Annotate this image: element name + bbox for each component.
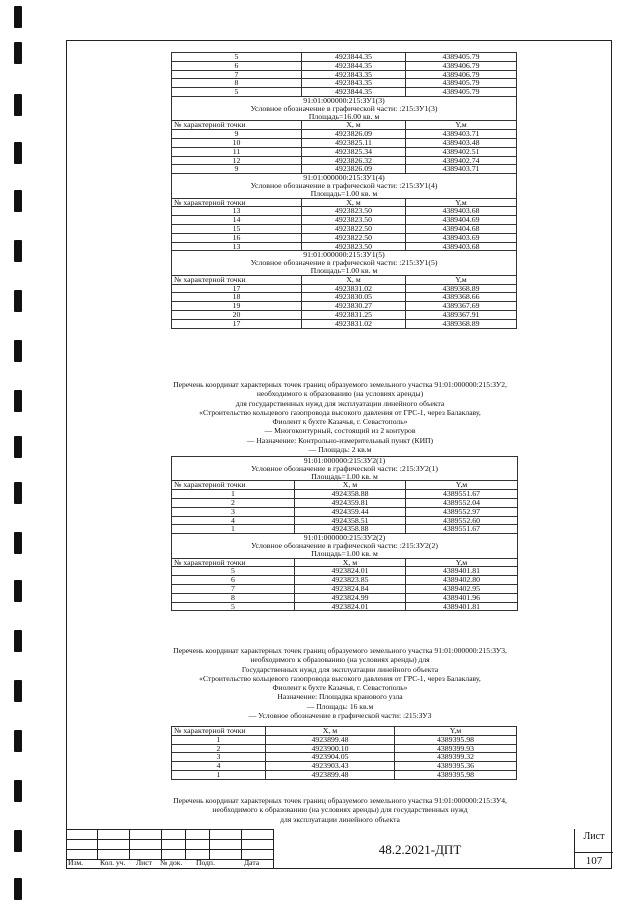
table-row-cell: 4 <box>172 762 266 771</box>
table-row <box>172 762 517 771</box>
binder-mark <box>14 340 22 362</box>
table-row-cell: 4389395.98 <box>395 735 517 744</box>
paragraph-line: для эксплуатации линейного объекта <box>280 814 400 824</box>
table-row <box>172 753 517 762</box>
table-row-cell: 4923831.02 <box>302 319 406 328</box>
stamp-label: Кол. уч. <box>100 858 126 867</box>
table-row-cell: 14 <box>172 216 302 225</box>
table-row-cell: 4389403.69 <box>406 233 517 242</box>
table-row <box>172 567 518 576</box>
table-row-cell: 4389552.04 <box>406 498 518 507</box>
binder-mark <box>14 482 22 504</box>
table-row-cell: 4389406.79 <box>406 61 517 70</box>
stamp-cell <box>98 829 130 839</box>
binder-holes <box>14 0 22 905</box>
designation-line <box>172 542 518 550</box>
binder-mark <box>14 730 22 752</box>
designation-line-text: Условное обозначение в графической части: :215:ЗУ1(4) <box>172 182 517 190</box>
paragraph-line: — Назначение: Контрольно-измерительный пункт (КИП) <box>246 435 434 445</box>
cadastral-number <box>172 96 517 104</box>
designation-line <box>172 105 517 113</box>
table-row-cell: 4923822.50 <box>302 224 406 233</box>
binder-mark <box>14 680 22 702</box>
table-row <box>172 216 517 225</box>
stamp-cell <box>130 839 162 849</box>
table-header <box>172 198 517 207</box>
table-row-cell: 4389395.98 <box>395 770 517 779</box>
table-row-cell: 4923899.48 <box>266 735 395 744</box>
table-row-cell: 4389368.89 <box>406 319 517 328</box>
table-row-cell: 4389551.67 <box>406 490 518 499</box>
table-row-cell: 4923825.11 <box>302 138 406 147</box>
table-row-cell: 5 <box>172 567 295 576</box>
area-line-text: Площадь=1.00 кв. м <box>172 267 517 275</box>
cadastral-number-text: 91:01:000000:215:ЗУ2(1) <box>172 457 518 465</box>
table-row-cell: 17 <box>172 319 302 328</box>
area-line-text: Площадь=1.00 кв. м <box>172 190 517 198</box>
table-row-cell: 4924358.88 <box>295 525 406 534</box>
table-header-cell: Y,м <box>406 558 518 567</box>
binder-mark <box>14 532 22 554</box>
paragraph-line: Фиолент к бухте Казачья, г. Севастополь» <box>272 683 408 692</box>
table-row-cell: 4923900.10 <box>266 744 395 753</box>
paragraph-line: Перечень координат характерных точек границ образуемого земельного участка 91:01:000000:215:ЗУ2, <box>173 380 507 389</box>
table-row-cell: 4389401.81 <box>406 567 518 576</box>
table-row-cell: 9 <box>172 165 302 174</box>
table-row-cell: 4389405.79 <box>406 53 517 62</box>
table-header-cell: № характерной точки <box>172 481 295 490</box>
table-header-cell: X, м <box>295 558 406 567</box>
table-row-cell: 4389405.79 <box>406 79 517 88</box>
table-row-cell: 4923844.35 <box>302 53 406 62</box>
paragraph-line: — Условное обозначение в графической части: :215:ЗУ3 <box>248 710 432 720</box>
table-row <box>172 602 518 611</box>
table-row-cell: 4389403.71 <box>406 165 517 174</box>
table-row-cell: 4389406.79 <box>406 70 517 79</box>
paragraph-line: «Строительство кольцевого газопровода высокого давления от ГРС-1, через Балаклаву, <box>199 673 481 683</box>
paragraph-line: — Площадь: 2 кв.м <box>308 444 372 454</box>
stamp-label: Подп. <box>196 858 215 867</box>
paragraph-zu4 <box>70 796 610 824</box>
table-row-cell: 4923830.05 <box>302 293 406 302</box>
stamp-cell <box>98 839 130 849</box>
table-row-cell: 4924358.51 <box>295 516 406 525</box>
table-row-cell: 4923844.35 <box>302 88 406 97</box>
table-row-cell: 4389552.97 <box>406 507 518 516</box>
table-row <box>172 79 517 88</box>
binder-mark <box>14 780 22 802</box>
table-row-cell: 4923826.32 <box>302 156 406 165</box>
table-header-cell: № характерной точки <box>172 121 302 130</box>
table-row-cell: 4923831.25 <box>302 310 406 319</box>
stamp-label: Дата <box>244 858 260 867</box>
table-row-cell: 4389404.69 <box>406 216 517 225</box>
table-row-cell: 4923823.85 <box>295 576 406 585</box>
paragraph-line: Фиолент к бухте Казачья, г. Севастополь» <box>272 417 408 426</box>
designation-line-text: Условное обозначение в графической части: :215:ЗУ1(5) <box>172 259 517 267</box>
table-row-cell: 4923824.84 <box>295 584 406 593</box>
table-row-cell: 4389403.68 <box>406 207 517 216</box>
table-row-cell: 4923823.50 <box>302 216 406 225</box>
table-row-cell: 5 <box>172 602 295 611</box>
table-header-cell: X, м <box>302 275 406 284</box>
table-row-cell: 3 <box>172 753 266 762</box>
table-row <box>172 147 517 156</box>
stamp-cell <box>162 839 186 849</box>
table-row-cell: 9 <box>172 130 302 139</box>
table-row-cell: 4389552.60 <box>406 516 518 525</box>
sheet-label: Лист <box>583 831 605 842</box>
table-row <box>172 130 517 139</box>
table-row-cell: 4923823.50 <box>302 207 406 216</box>
paragraph-line: Государственных нужд для эксплуатации линейного объекта <box>241 664 439 674</box>
table-header-cell: X, м <box>295 481 406 490</box>
table-row-cell: 6 <box>172 576 295 585</box>
table-header <box>172 275 517 284</box>
table-row-cell: 4389402.74 <box>406 156 517 165</box>
table-row <box>172 70 517 79</box>
table-row-cell: 17 <box>172 284 302 293</box>
table-header-cell: X, м <box>266 727 395 736</box>
table-row <box>172 744 517 753</box>
table-row-cell: 5 <box>172 53 302 62</box>
paragraph-line: Перечень координат характерных точек границ образуемого земельного участка 91:01:000000:215:ЗУ3, <box>173 646 507 655</box>
table-row-cell: 3 <box>172 507 295 516</box>
table-row <box>172 593 518 602</box>
stamp-cell <box>66 829 98 839</box>
table-row <box>172 165 517 174</box>
stamp-cell <box>186 839 210 849</box>
area-line <box>172 267 517 275</box>
coords-table-zu1 <box>171 52 517 329</box>
binder-mark <box>14 436 22 458</box>
table-row <box>172 242 517 251</box>
table-header-cell: № характерной точки <box>172 727 266 736</box>
table-row-cell: 4923903.43 <box>266 762 395 771</box>
table-row <box>172 207 517 216</box>
table-row-cell: 4923843.35 <box>302 79 406 88</box>
table-row-cell: 13 <box>172 207 302 216</box>
table-row-cell: 1 <box>172 525 295 534</box>
binder-mark <box>14 6 22 28</box>
table-row-cell: 1 <box>172 770 266 779</box>
table-row-cell: 4389367.91 <box>406 310 517 319</box>
table-row <box>172 576 518 585</box>
table-row-cell: 4389551.67 <box>406 525 518 534</box>
table-row-cell: 4389402.95 <box>406 584 518 593</box>
table-row <box>172 88 517 97</box>
sheet-number: 107 <box>575 852 613 867</box>
table-row <box>172 498 518 507</box>
binder-mark <box>14 290 22 312</box>
table-row <box>172 525 518 534</box>
designation-line-text: Условное обозначение в графической части: :215:ЗУ2(2) <box>172 542 518 550</box>
table-row <box>172 507 518 516</box>
stamp-cell <box>242 839 274 849</box>
cadastral-number-text: 91:01:000000:215:ЗУ1(5) <box>172 251 517 259</box>
table-row-cell: 4923824.99 <box>295 593 406 602</box>
table-row <box>172 319 517 328</box>
table-row-cell: 8 <box>172 79 302 88</box>
binder-mark <box>14 390 22 412</box>
table-header-cell: Y,м <box>406 198 517 207</box>
table-row <box>172 53 517 62</box>
table-row-cell: 4389405.79 <box>406 88 517 97</box>
table-header <box>172 481 518 490</box>
table-row-cell: 4924359.44 <box>295 507 406 516</box>
table-row-cell: 19 <box>172 302 302 311</box>
cadastral-number <box>172 457 518 465</box>
stamp-cell <box>186 829 210 839</box>
table-row-cell: 4389403.71 <box>406 130 517 139</box>
paragraph-line: — Многоконтурный, состоящий из 2 контуров <box>264 426 416 436</box>
coords-table-zu3 <box>171 726 517 780</box>
cadastral-number-text: 91:01:000000:215:ЗУ1(4) <box>172 174 517 182</box>
table-row-cell: 4389367.69 <box>406 302 517 311</box>
stamp-cell <box>210 829 242 839</box>
table-header-cell: № характерной точки <box>172 275 302 284</box>
table-row-cell: 4923826.09 <box>302 130 406 139</box>
table-row <box>172 138 517 147</box>
table-row <box>172 735 517 744</box>
area-line-text: Площадь=1.00 кв. м <box>172 473 518 481</box>
table-row-cell: 4389395.36 <box>395 762 517 771</box>
table-row-cell: 4923824.01 <box>295 602 406 611</box>
table-row <box>172 584 518 593</box>
table-row-cell: 4924359.81 <box>295 498 406 507</box>
table-row-cell: 5 <box>172 88 302 97</box>
designation-line-text: Условное обозначение в графической части: :215:ЗУ1(3) <box>172 105 517 113</box>
table-row <box>172 233 517 242</box>
paragraph-zu3 <box>70 646 610 720</box>
paragraph-line: необходимого к образованию (на условиях аренды) для государственных нужд <box>212 805 468 815</box>
designation-line <box>172 465 518 473</box>
table-row <box>172 156 517 165</box>
stamp-label: Лист <box>136 858 152 867</box>
table-row-cell: 4389368.66 <box>406 293 517 302</box>
paragraph-line: необходимого к образованию (на условиях аренды) <box>256 389 424 399</box>
coords-table-zu2 <box>171 456 518 611</box>
table-row-cell: 4389368.89 <box>406 284 517 293</box>
table-row-cell: 13 <box>172 242 302 251</box>
stamp-cell <box>66 859 274 869</box>
table-row-cell: 16 <box>172 233 302 242</box>
sheet-box <box>574 829 613 869</box>
binder-mark <box>14 630 22 652</box>
paragraph-zu2 <box>70 380 610 454</box>
designation-line <box>172 259 517 267</box>
table-header-cell: № характерной точки <box>172 558 295 567</box>
area-line-text: Площадь=1.00 кв. м <box>172 550 518 558</box>
table-row-cell: 4923899.48 <box>266 770 395 779</box>
table-row-cell: 4923830.27 <box>302 302 406 311</box>
table-header <box>172 121 517 130</box>
table-row <box>172 310 517 319</box>
stamp-cell <box>66 839 98 849</box>
table-row-cell: 12 <box>172 156 302 165</box>
stamp-cell <box>210 839 242 849</box>
table-row-cell: 8 <box>172 593 295 602</box>
table-row <box>172 61 517 70</box>
cadastral-number-text: 91:01:000000:215:ЗУ2(2) <box>172 534 518 542</box>
designation-line <box>172 182 517 190</box>
table-row-cell: 4389399.93 <box>395 744 517 753</box>
binder-mark <box>14 142 22 164</box>
paragraph-line: «Строительство кольцевого газопровода высокого давления от ГРС-1, через Балаклаву, <box>199 407 481 417</box>
stamp-label: № док. <box>160 858 183 867</box>
table-row-cell: 15 <box>172 224 302 233</box>
table-row-cell: 2 <box>172 498 295 507</box>
table-row-cell: 4923824.01 <box>295 567 406 576</box>
table-row-cell: 7 <box>172 584 295 593</box>
table-header <box>172 558 518 567</box>
paragraph-line: для государственных нужд для эксплуатации линейного объекта <box>235 398 445 408</box>
table-row-cell: 11 <box>172 147 302 156</box>
table-row-cell: 7 <box>172 70 302 79</box>
table-row-cell: 4923825.34 <box>302 147 406 156</box>
table-row <box>172 770 517 779</box>
table-row-cell: 10 <box>172 138 302 147</box>
cadastral-number <box>172 174 517 182</box>
table-row-cell: 20 <box>172 310 302 319</box>
table-row <box>172 224 517 233</box>
table-row-cell: 4923823.50 <box>302 242 406 251</box>
table-row <box>172 490 518 499</box>
table-row-cell: 4924358.88 <box>295 490 406 499</box>
cadastral-number <box>172 534 518 542</box>
table-row-cell: 4923826.09 <box>302 165 406 174</box>
area-line <box>172 113 517 121</box>
table-header <box>172 727 517 736</box>
table-row-cell: 4389404.68 <box>406 224 517 233</box>
table-row-cell: 4389402.80 <box>406 576 518 585</box>
table-row-cell: 18 <box>172 293 302 302</box>
table-row-cell: 4923831.02 <box>302 284 406 293</box>
binder-mark <box>14 580 22 602</box>
cadastral-number <box>172 251 517 259</box>
table-row-cell: 4923822.50 <box>302 233 406 242</box>
stamp-label: Изм. <box>68 858 84 867</box>
document-code: 48.2.2021-ДПТ <box>378 842 462 857</box>
table-row-cell: 4923904.05 <box>266 753 395 762</box>
table-row-cell: 4389403.68 <box>406 242 517 251</box>
table-row-cell: 1 <box>172 735 266 744</box>
table-header-cell: № характерной точки <box>172 198 302 207</box>
table-row-cell: 4389401.96 <box>406 593 518 602</box>
area-line <box>172 190 517 198</box>
binder-mark <box>14 190 22 212</box>
table-header-cell: X, м <box>302 121 406 130</box>
cadastral-number-text: 91:01:000000:215:ЗУ1(3) <box>172 96 517 104</box>
table-row-cell: 4389402.51 <box>406 147 517 156</box>
stamp-cell <box>242 829 274 839</box>
table-row <box>172 516 518 525</box>
table-row-cell: 4389399.32 <box>395 753 517 762</box>
table-row-cell: 4389403.48 <box>406 138 517 147</box>
stamp-cell <box>130 829 162 839</box>
stamp-cell <box>162 829 186 839</box>
binder-mark <box>14 878 22 900</box>
paragraph-line: — Площадь: 16 кв.м <box>306 701 374 711</box>
table-row-cell: 4 <box>172 516 295 525</box>
paragraph-line: необходимого к образованию (на условиях аренды) для <box>250 655 430 665</box>
table-row-cell: 4389401.81 <box>406 602 518 611</box>
table-row <box>172 293 517 302</box>
table-row <box>172 302 517 311</box>
area-line <box>172 473 518 481</box>
area-line <box>172 550 518 558</box>
table-row-cell: 4923844.35 <box>302 61 406 70</box>
paragraph-line: Назначение: Площадка кранового узла <box>277 692 403 702</box>
table-header-cell: Y,м <box>406 121 517 130</box>
table-header-cell: Y,м <box>406 275 517 284</box>
table-row-cell: 2 <box>172 744 266 753</box>
binder-mark <box>14 42 22 64</box>
table-header-cell: X, м <box>302 198 406 207</box>
designation-line-text: Условное обозначение в графической части: :215:ЗУ2(1) <box>172 465 518 473</box>
area-line-text: Площадь=16.00 кв. м <box>172 113 517 121</box>
table-row-cell: 4923843.35 <box>302 70 406 79</box>
table-row <box>172 284 517 293</box>
binder-mark <box>14 240 22 262</box>
table-row-cell: 6 <box>172 61 302 70</box>
table-header-cell: Y,м <box>395 727 517 736</box>
binder-mark <box>14 830 22 852</box>
table-header-cell: Y,м <box>406 481 518 490</box>
binder-mark <box>14 94 22 116</box>
table-row-cell: 1 <box>172 490 295 499</box>
paragraph-line: Перечень координат характерных точек границ образуемого земельного участка 91:01:000000:215:ЗУ4, <box>173 796 507 805</box>
